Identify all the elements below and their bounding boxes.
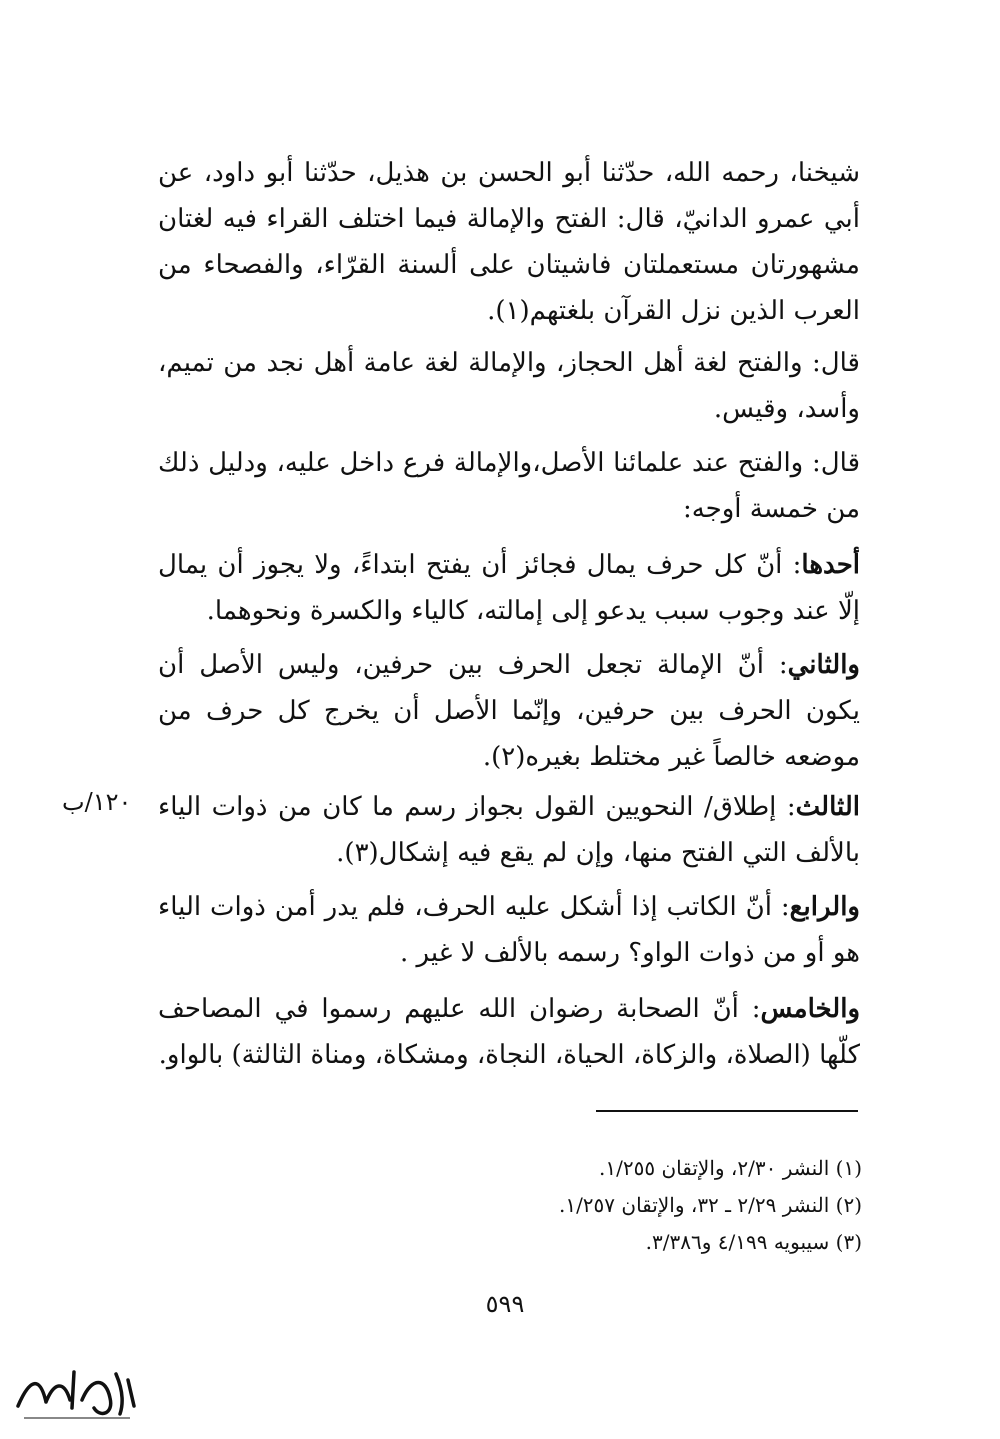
page-number: ٥٩٩ (485, 1290, 525, 1318)
paragraph-7 (158, 884, 860, 976)
footnote-3: (٣) سيبويه ٤/١٩٩ و٣/٣٨٦. (645, 1230, 862, 1254)
footnote-1: (١) النشر ٢/٣٠، والإتقان ١/٢٥٥. (599, 1156, 862, 1180)
paragraph-lead: أحدها (801, 550, 860, 580)
paragraph-6 (158, 784, 860, 876)
paragraph-lead: الثالث (795, 792, 860, 822)
paragraph-text: : أنّ الإمالة تجعل الحرف بين حرفين، وليس الأصل أن يكون الحرف بين حرفين، وإنّما الأصل أن يخرج كل حرف من موضعه خالصاً غير مختلط بغيره(٢). (158, 650, 860, 772)
paragraph-text: : إطلاق/ النحويين القول بجواز رسم ما كان من ذوات الياء بالألف التي الفتح منها، وإن لم يقع فيه إشكال(٣). (158, 792, 860, 868)
paragraph-5 (158, 642, 860, 780)
paragraph-4 (158, 542, 860, 634)
paragraph-lead: والرابع (789, 892, 860, 922)
paragraph-8 (158, 986, 860, 1078)
margin-folio-note: ١٢٠/ب (62, 788, 132, 816)
paragraph-text: : أنّ كل حرف يمال فجائز أن يفتح ابتداءً، ولا يجوز أن يمال إلّا عند وجوب سبب يدعو إلى إمالته، كالياء والكسرة ونحوهما. (158, 550, 860, 626)
paragraph-text: قال: والفتح لغة أهل الحجاز، والإمالة لغة عامة أهل نجد من تميم، وأسد، وقيس. (158, 348, 860, 424)
paragraph-text: قال: والفتح عند علمائنا الأصل،والإمالة فرع داخل عليه، ودليل ذلك من خمسة أوجه: (158, 448, 860, 524)
paragraph-text: : أنّ الكاتب إذا أشكل عليه الحرف، فلم يدر أمن ذوات الياء هو أو من ذوات الواو؟ رسمه بالألف لا غير . (158, 892, 860, 968)
paragraph-lead: والثاني (787, 650, 860, 680)
footnotes (300, 1150, 862, 1261)
footnote-2: (٢) النشر ٢/٢٩ ـ ٣٢، والإتقان ١/٢٥٧. (558, 1193, 862, 1217)
paragraph-lead: والخامس (760, 994, 860, 1024)
paragraph-3 (158, 440, 860, 532)
paragraph-1 (158, 150, 860, 334)
footnote-divider (596, 1110, 858, 1112)
paragraph-text: : أنّ الصحابة رضوان الله عليهم رسموا في المصاحف كلّها (الصلاة، والزكاة، الحياة، النجاة، ومشكاة، ومناة الثالثة) بالواو. (158, 994, 860, 1070)
paragraph-2 (158, 340, 860, 432)
publisher-logo-icon (10, 1358, 145, 1428)
paragraph-text: شيخنا، رحمه الله، حدّثنا أبو الحسن بن هذيل، حدّثنا أبو داود، عن أبي عمرو الدانيّ، قال: الفتح والإمالة فيما اختلف القراء فيه لغتان مشهورتان مستعملتان فاشيتان على ألسنة القرّاء، والفصحاء من العرب الذين نزل القرآن بلغتهم(١). (158, 158, 860, 326)
